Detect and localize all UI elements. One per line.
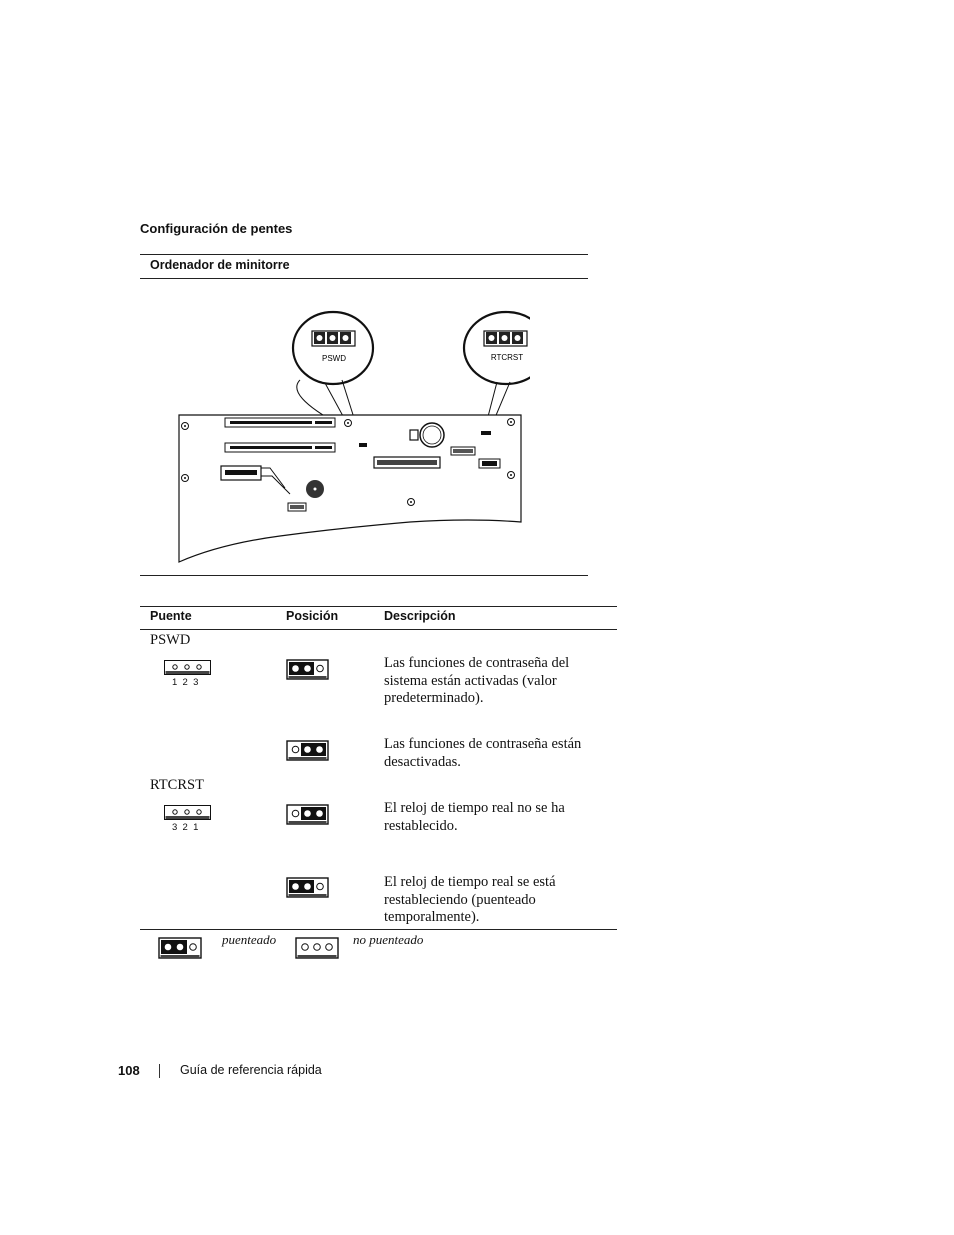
- description-rtc-resetting: El reloj de tiempo real se está restableciendo (puenteado temporalmente).: [384, 874, 556, 925]
- position-pins-1-2-jumpered: [286, 877, 330, 899]
- rtcrst-pin-diagram: [164, 805, 212, 821]
- legend-unjumpered-icon: [295, 937, 341, 961]
- callout-rtcrst-label: RTCRST: [490, 353, 524, 362]
- footer-guide-title: Guía de referencia rápida: [180, 1063, 322, 1077]
- section-title: Configuración de pentes: [140, 221, 293, 236]
- callout-pswd-label: PSWD: [322, 354, 346, 363]
- position-pins-2-3-jumpered: [286, 804, 330, 826]
- motherboard-illustration: [170, 300, 530, 568]
- legend-unjumpered-label: no puenteado: [353, 932, 424, 947]
- legend-jumpered-label: puenteado: [222, 932, 277, 947]
- position-pins-1-2-jumpered: [286, 659, 330, 681]
- legend-jumpered-icon: [158, 937, 204, 961]
- pswd-pin-numbers: 1 2 3: [172, 677, 199, 688]
- description-pswd-disabled: Las funciones de contraseña están desactivadas.: [384, 736, 582, 770]
- description-rtc-not-reset: El reloj de tiempo real no se ha restablecido.: [384, 800, 565, 834]
- figure-heading: Ordenador de minitorre: [150, 258, 290, 272]
- table-header-description: Descripción: [384, 609, 456, 623]
- rtcrst-callout: [464, 312, 530, 432]
- figure-top-rule: [140, 254, 588, 255]
- table-top-rule: [140, 606, 617, 607]
- table-header-position: Posición: [286, 609, 339, 623]
- description-pswd-enabled: Las funciones de contraseña del sistema están activadas (valor predeterminado).: [384, 655, 570, 706]
- pswd-pin-diagram: [164, 660, 212, 676]
- figure-head-rule: [140, 278, 588, 279]
- table-header-rule: [140, 629, 617, 630]
- position-pins-2-3-jumpered: [286, 740, 330, 762]
- jumper-name-rtcrst: RTCRST: [150, 777, 204, 793]
- jumper-name-pswd: PSWD: [150, 632, 191, 648]
- table-header-jumper: Puente: [150, 609, 192, 623]
- table-bottom-rule: [140, 929, 617, 930]
- figure-bottom-rule: [140, 575, 588, 576]
- footer-divider: [159, 1064, 160, 1078]
- page-number: 108: [118, 1063, 140, 1078]
- rtcrst-pin-numbers: 3 2 1: [172, 822, 199, 833]
- board-outline: [179, 415, 521, 562]
